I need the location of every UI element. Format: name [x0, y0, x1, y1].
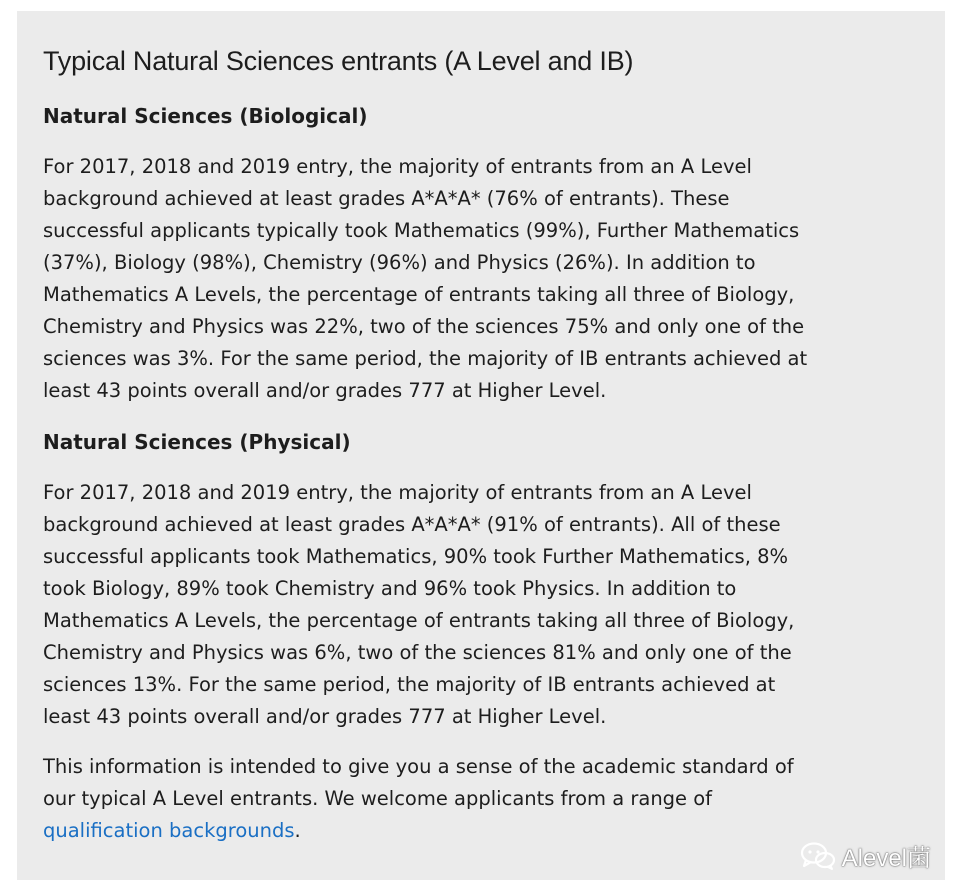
biological-section-title: Natural Sciences (Biological): [43, 104, 368, 128]
watermark-text: Alevel菌: [841, 845, 931, 872]
biological-section-text: For 2017, 2018 and 2019 entry, the majority of entrants from an A Level background achieved at least grades A*A*A* (76% of entrants). These successful applicants typically took Mathematics (99%), Further Mathematics (37%), Biology (98%), Chemistry (96%) and Physics (26%). In addition to Mathematics A Levels, the percentage of entrants taking all three of Biology, Chemistry and Physics was 22%, two of the sciences 75% and only one of the sciences was 3%. For the same period, the majority of IB entrants achieved at least 43 points overall and/or grades 777 at Higher Level.: [43, 155, 808, 402]
wechat-icon: [800, 841, 836, 871]
physical-section-title: Natural Sciences (Physical): [43, 430, 351, 454]
physical-section-text: For 2017, 2018 and 2019 entry, the majority of entrants from an A Level background achieved at least grades A*A*A* (91% of entrants). All of these successful applicants took Mathematics, 90% took Further Mathematics, 8% took Biology, 89% took Chemistry and 96% took Physics. In addition to Mathematics A Levels, the percentage of entrants taking all three of Biology, Chemistry and Physics was 6%, two of the sciences 81% and only one of the sciences 13%. For the same period, the majority of IB entrants achieved at least 43 points overall and/or grades 777 at Higher Level.: [43, 481, 795, 728]
info-panel: [17, 11, 945, 880]
page-title: Typical Natural Sciences entrants (A Level and IB): [43, 46, 634, 76]
closing-paragraph: [43, 751, 923, 847]
qualification-backgrounds-link[interactable]: qualification backgrounds: [43, 819, 295, 842]
watermark: [800, 838, 931, 873]
closing-tail: .: [294, 819, 301, 842]
closing-text: This information is intended to give you a sense of the academic standard of our typical A Level entrants. We welcome applicants from a range of: [43, 755, 794, 810]
